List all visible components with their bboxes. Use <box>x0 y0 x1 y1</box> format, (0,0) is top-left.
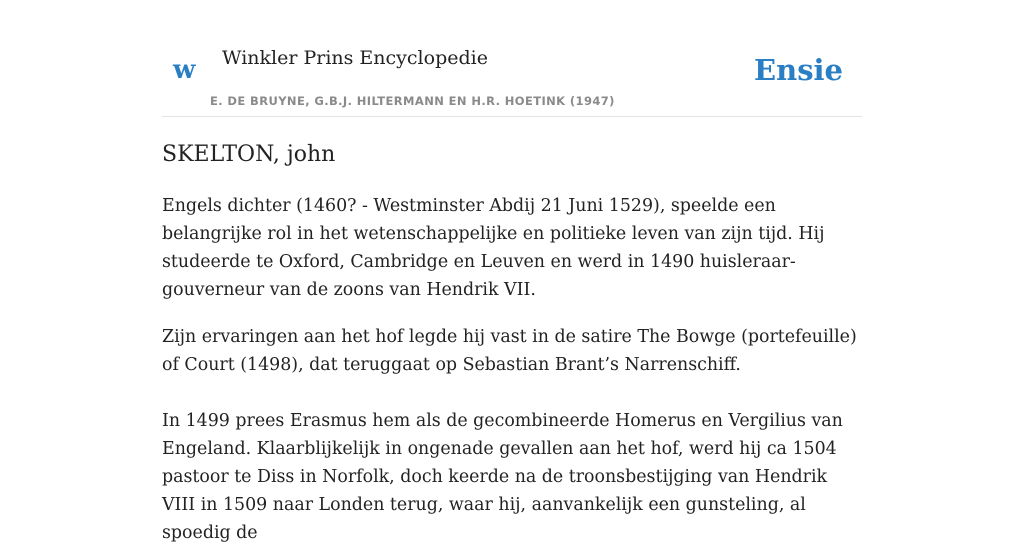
site-header <box>162 0 862 117</box>
ensie-logo[interactable]: Ensie <box>754 53 843 87</box>
source-title[interactable]: Winkler Prins Encyclopedie <box>222 47 488 69</box>
article-paragraph-2: Zijn ervaringen aan het hof legde hij vast in de satire The Bowge (portefeuille) of Court (1498), dat teruggaat op Sebastian Brant’s Narrenschiff. <box>162 327 857 375</box>
article-paragraph-1: Engels dichter (1460? - Westminster Abdij 21 Juni 1529), speelde een belangrijke rol in het wetenschappelijke en politieke leven van zijn tijd. Hij studeerde te Oxford, Cambridge en Leuven en werd in 1490 huisleraar-gouverneur van de zoons van Hendrik VII. <box>162 196 825 300</box>
source-authors: E. DE BRUYNE, G.B.J. HILTERMANN EN H.R. HOETINK (1947) <box>210 94 615 108</box>
article <box>162 138 862 543</box>
article-paragraph-3: In 1499 prees Erasmus hem als de gecombineerde Homerus en Vergilius van Engeland. Klaarblijkelijk in ongenade gevallen aan het hof, werd hij ca 1504 pastoor te Diss in Norfolk, doch keerde na de troonsbestijging van Hendrik VIII in 1509 naar Londen terug, waar hij, aanvankelijk een gunsteling, al spoedig de <box>162 411 843 543</box>
page-title: SKELTON, john <box>162 142 336 167</box>
winkler-prins-logo-icon[interactable]: w <box>173 55 196 85</box>
